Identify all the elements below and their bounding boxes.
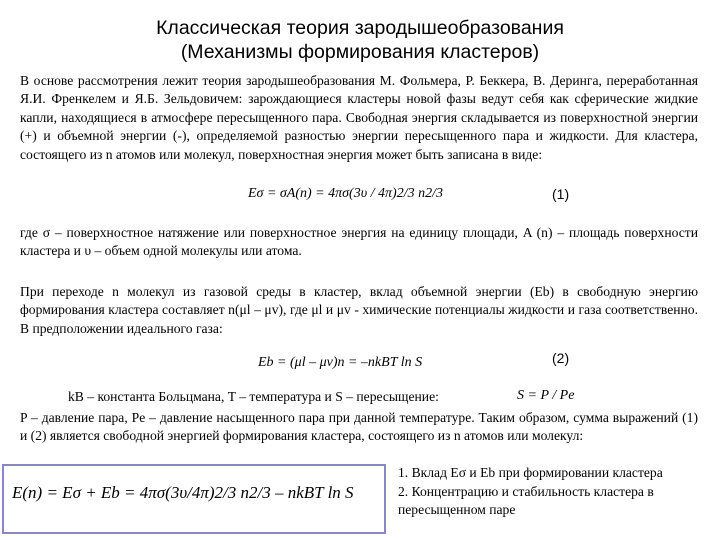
note-item-2: 2. Концентрацию и стабильность кластера в — [398, 483, 654, 499]
pressure-paragraph: P – давление пара, Pe – давление насыщенного пара при данной температуре. Таким образом, сумма выражений (1) и (2) является свободной энергией формирования кластера, состоящего из n атомов или молекул: — [20, 410, 698, 444]
equation-1-number: (1) — [552, 186, 570, 202]
equation-supersaturation: S = P / Pe — [517, 388, 575, 403]
note-item-1: 1. Вклад Eσ и Eb при формировании кластера — [398, 465, 663, 480]
intro-paragraph: В основе рассмотрения лежит теория зародышеобразования М. Фольмера, Р. Беккера, В. Деринга, переработанная Я.И. Френкелем и Я.Б. Зельдовичем: зарождающиеся кластеры новой фазы ведут себя как сферические жидкие капли, находящиеся в атмосфере пересыщенного пара. Свободная энергия складывается из поверхностной энергии (+) и объемной энергии (-), определяемой разностью энергии пересыщенного пара и жидкости. Для кластера, состоящего из n атомов или молекул, поверхностная энергия может быть записана в виде: — [20, 73, 698, 162]
total-energy-equation: E(n) = Eσ + Eb = 4πσ(3υ/4π)2/3 n2/3 – nkBT ln S — [12, 483, 354, 502]
title-line-2: (Механизмы формирования кластеров) — [180, 41, 540, 63]
constants-line: kB – константа Больцмана, T – температура и S – пересыщение: — [68, 389, 439, 404]
equation-1: Eσ = σA(n) = 4πσ(3υ / 4π)2/3 n2/3 — [248, 186, 443, 201]
equation-2: Eb = (μl – μv)n = –nkBT ln S — [258, 355, 423, 370]
volume-energy-paragraph: При переходе n молекул из газовой среды в кластер, вклад объемной энергии (Eb) в свободную энергию формирования кластера составляет n(μl – μv), где μl и μv - химические потенциалы жидкости и газа соответственно. В предположении идеального газа: — [20, 284, 698, 336]
note-item-3: пересыщенном паре — [398, 502, 516, 517]
notes-list — [398, 464, 716, 520]
equation-2-number: (2) — [552, 350, 570, 366]
slide-title — [0, 16, 720, 64]
definition-paragraph: где σ – поверхностное натяжение или поверхностное энергия на единицу площади, A (n) – площадь поверхности кластера и υ – объем одной молекулы или атома. — [20, 225, 698, 259]
total-energy-box — [2, 464, 386, 534]
title-line-1: Классическая теория зародышеобразования — [156, 17, 564, 39]
